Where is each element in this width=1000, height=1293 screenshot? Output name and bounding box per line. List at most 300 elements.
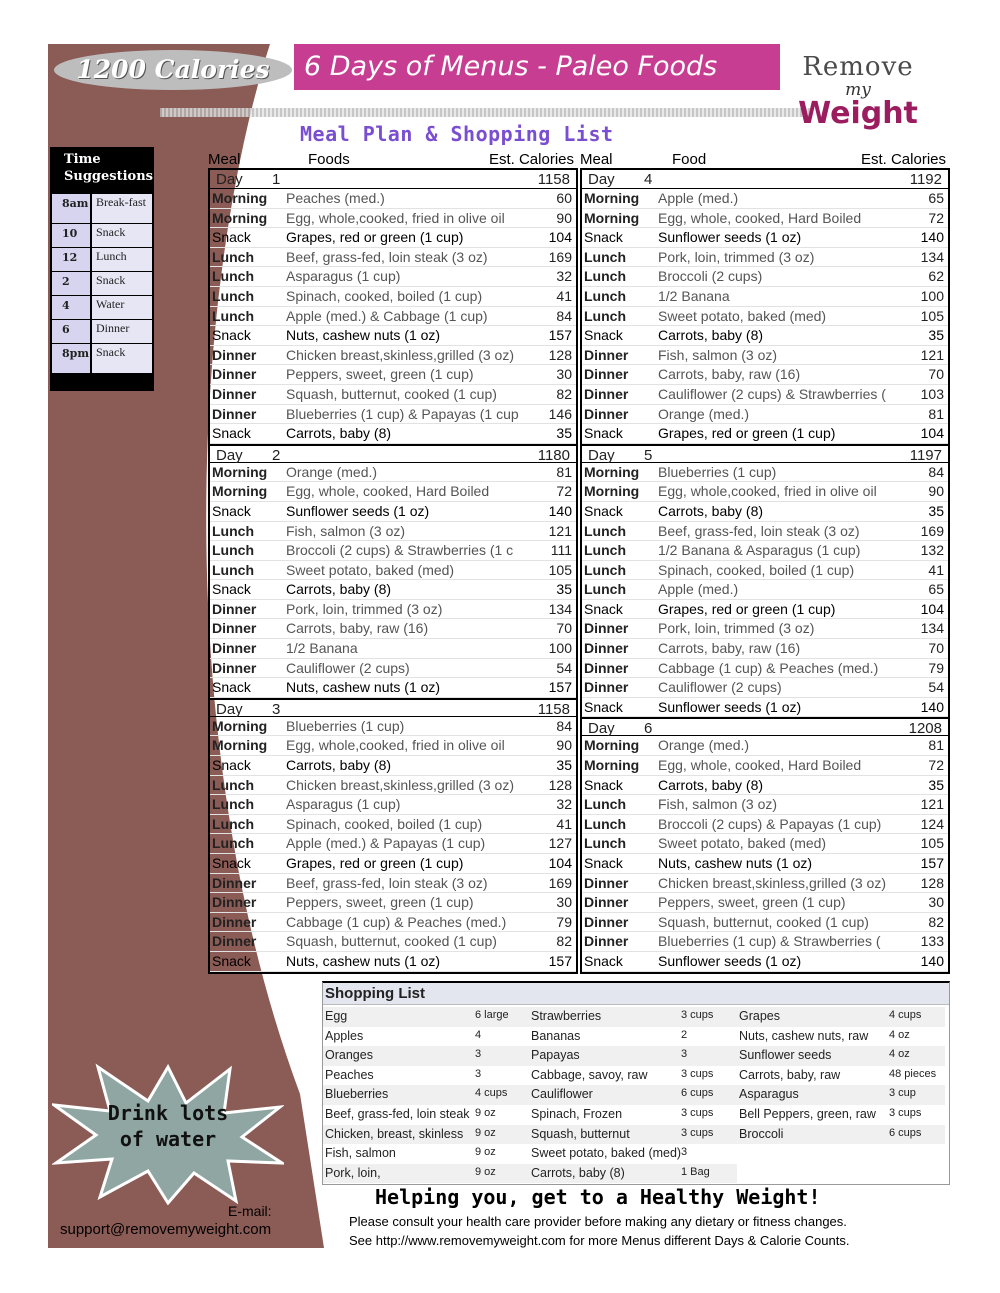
meal-calories: 127 — [548, 835, 572, 852]
meal-time: Dinner — [212, 385, 257, 402]
meal-row — [582, 834, 948, 854]
shopping-item-qty: 9 oz — [475, 1165, 496, 1178]
meal-food: Cauliflower (2 cups) — [658, 679, 782, 696]
meal-calories: 121 — [548, 522, 572, 539]
shopping-item-qty: 9 oz — [475, 1146, 496, 1159]
meal-food: Spinach, cooked, boiled (1 cup) — [286, 287, 483, 304]
meal-time: Lunch — [212, 287, 254, 304]
meal-time: Lunch — [584, 835, 626, 852]
meal-food: Nuts, cashew nuts (1 oz) — [658, 855, 813, 871]
shopping-item-qty: 3 — [475, 1067, 482, 1080]
header-divider — [160, 108, 810, 117]
meal-food: 1/2 Banana & Asparagus (1 cup) — [658, 542, 861, 559]
meal-food: Carrots, baby, raw (16) — [286, 620, 429, 637]
time-suggestions-box — [50, 147, 154, 391]
meal-time: Dinner — [212, 913, 257, 930]
meal-food: Cauliflower (2 cups) — [286, 659, 410, 676]
meal-food: Pork, loin, trimmed (3 oz) — [658, 620, 815, 637]
shopping-item — [323, 1007, 531, 1027]
meal-time: Dinner — [584, 679, 629, 696]
meal-time: Lunch — [212, 307, 254, 324]
meal-row — [210, 678, 576, 698]
meal-food: Orange (med.) — [658, 737, 750, 754]
shopping-item-name: Strawberries — [531, 1009, 602, 1023]
column-header — [208, 150, 578, 168]
meal-row — [582, 346, 948, 366]
meal-food: Squash, butternut, cooked (1 cup) — [286, 385, 497, 402]
meal-time: Lunch — [212, 796, 254, 813]
shopping-item-name: Papayas — [531, 1048, 580, 1063]
time-label: 8pm — [52, 344, 92, 373]
meal-calories: 121 — [920, 346, 944, 363]
meal-food: Cauliflower (2 cups) & Strawberries ( — [658, 385, 886, 402]
meal-time: Lunch — [212, 835, 254, 852]
meal-row — [210, 405, 576, 425]
meal-time: Morning — [212, 483, 268, 500]
meal-row — [210, 326, 576, 346]
shopping-item-qty: 9 oz — [475, 1126, 496, 1139]
meal-food: Chicken breast,skinless,grilled (3 oz) — [658, 874, 886, 891]
meal-calories: 35 — [556, 581, 572, 598]
meal-time: Lunch — [584, 268, 626, 285]
meal-food: Egg, whole,cooked, fried in olive oil — [658, 483, 877, 500]
meal-calories: 140 — [920, 952, 944, 969]
meal-food: Apple (med.) — [658, 190, 739, 206]
meal-calories: 72 — [928, 757, 944, 774]
meal-row — [210, 541, 576, 561]
time-row — [52, 247, 152, 271]
meal-food: Chicken breast,skinless,grilled (3 oz) — [286, 776, 514, 793]
shopping-item-name: Bell Peppers, green, raw — [739, 1106, 876, 1121]
meal-calories: 104 — [920, 600, 944, 617]
shopping-list-title: Shopping List — [323, 983, 949, 1005]
meal-row — [582, 502, 948, 522]
footer-tagline: Helping you, get to a Healthy Weight! — [375, 1185, 821, 1209]
meal-food: Grapes, red or green (1 cup) — [658, 425, 836, 442]
meal-row — [210, 424, 576, 444]
meal-row — [582, 678, 948, 698]
time-meal: Snack — [92, 344, 152, 373]
meal-time: Snack — [212, 952, 251, 969]
meal-calories: 70 — [556, 620, 572, 637]
meal-food: Blueberries (1 cup) — [658, 463, 777, 480]
meal-calories: 128 — [920, 874, 944, 891]
meal-food: Egg, whole, cooked, Hard Boiled — [286, 483, 490, 500]
meal-time: Dinner — [584, 659, 629, 676]
meal-calories: 35 — [556, 757, 572, 774]
meal-time: Dinner — [212, 933, 257, 950]
meal-time: Snack — [584, 327, 623, 344]
meal-food: Beef, grass-fed, loin steak (3 oz) — [658, 522, 860, 539]
meal-row — [210, 913, 576, 933]
meal-calories: 79 — [928, 659, 944, 676]
meal-food: Carrots, baby, raw (16) — [658, 640, 801, 657]
shopping-item — [737, 1085, 945, 1105]
meal-food: Beef, grass-fed, loin steak (3 oz) — [286, 248, 488, 265]
meal-time: Lunch — [212, 248, 254, 265]
meal-calories: 81 — [928, 405, 944, 422]
meal-calories: 104 — [548, 229, 572, 246]
meal-time: Snack — [584, 952, 623, 969]
meal-time: Lunch — [584, 287, 626, 304]
meal-time: Lunch — [212, 542, 254, 559]
time-label: 8am — [52, 194, 92, 223]
shopping-item — [323, 1085, 531, 1105]
meal-row — [210, 736, 576, 756]
calories-badge: 1200 Calories — [54, 50, 292, 90]
shopping-item-name: Apples — [325, 1028, 364, 1043]
meal-time: Dinner — [584, 894, 629, 911]
meal-row — [210, 795, 576, 815]
column-header-calories: Est. Calories — [488, 151, 574, 168]
meal-calories: 81 — [556, 463, 572, 480]
meal-food: Beef, grass-fed, loin steak (3 oz) — [286, 874, 488, 891]
meal-calories: 104 — [920, 425, 944, 442]
shopping-item-name: Cabbage, savoy, raw — [531, 1067, 648, 1082]
meal-time: Dinner — [212, 366, 257, 383]
meal-calories: 82 — [556, 933, 572, 950]
shopping-item — [529, 1164, 737, 1184]
time-label: 10 — [52, 224, 92, 247]
menu-column-right — [580, 150, 950, 974]
meal-calories: 60 — [556, 190, 572, 206]
meal-calories: 81 — [928, 737, 944, 754]
meal-row — [582, 482, 948, 502]
meal-row — [582, 639, 948, 659]
time-label: 12 — [52, 248, 92, 271]
shopping-item-name: Spinach, Frozen — [531, 1106, 623, 1121]
shopping-item-qty: 9 oz — [475, 1106, 496, 1119]
meal-row — [210, 932, 576, 952]
time-label: 4 — [52, 296, 92, 319]
logo-line-weight: Weight — [798, 96, 918, 131]
page-title: 6 Days of Menus - Paleo Foods — [294, 44, 780, 90]
meal-row — [582, 522, 948, 542]
time-meal: Snack — [92, 272, 152, 295]
shopping-item — [529, 1125, 737, 1145]
meal-calories: 157 — [548, 327, 572, 344]
meal-food: Carrots, baby (8) — [658, 776, 764, 793]
meal-food: Blueberries (1 cup) & Strawberries ( — [658, 933, 881, 950]
meal-row — [210, 815, 576, 835]
shopping-item-qty: 1 Bag — [681, 1165, 710, 1178]
meal-row — [582, 854, 948, 874]
meal-calories: 100 — [548, 640, 572, 657]
meal-calories: 65 — [928, 581, 944, 598]
meal-row — [210, 776, 576, 796]
meal-food: Egg, whole, cooked, Hard Boiled — [658, 209, 862, 226]
meal-time: Snack — [212, 679, 251, 696]
meal-calories: 100 — [920, 287, 944, 304]
meal-food: Peppers, sweet, green (1 cup) — [658, 894, 846, 911]
meal-time: Snack — [584, 855, 623, 871]
time-row — [52, 193, 152, 223]
meal-calories: 146 — [548, 405, 572, 422]
meal-row — [210, 580, 576, 600]
shopping-item-name: Asparagus — [739, 1087, 799, 1102]
shopping-item — [737, 1066, 945, 1086]
meal-time: Morning — [584, 463, 640, 480]
shopping-item-name: Grapes — [739, 1009, 780, 1023]
meal-calories: 111 — [550, 542, 572, 559]
meal-food: Broccoli (2 cups) & Strawberries (1 c — [286, 542, 514, 559]
shopping-item-name: Egg — [325, 1009, 348, 1023]
meal-calories: 72 — [928, 209, 944, 226]
meal-row — [210, 834, 576, 854]
day-total-calories: 1180 — [537, 446, 570, 464]
meal-calories: 128 — [548, 346, 572, 363]
meal-time: Lunch — [584, 248, 626, 265]
meal-time: Lunch — [584, 581, 626, 598]
shopping-item — [323, 1066, 531, 1086]
shopping-item-qty: 3 cups — [681, 1067, 714, 1080]
footer-website-note[interactable]: See http://www.removemyweight.com for more Menus different Days & Calorie Counts. — [349, 1233, 850, 1248]
meal-time: Dinner — [212, 620, 257, 637]
meal-calories: 134 — [548, 600, 572, 617]
meal-time: Dinner — [584, 913, 629, 930]
meal-row — [582, 561, 948, 581]
meal-calories: 41 — [556, 815, 572, 832]
meal-food: Asparagus (1 cup) — [286, 268, 401, 285]
meal-time: Dinner — [584, 385, 629, 402]
meal-time: Snack — [212, 425, 251, 442]
meal-food: Peppers, sweet, green (1 cup) — [286, 894, 474, 911]
time-suggestions-title: Time Suggestions — [64, 152, 153, 184]
meal-calories: 79 — [556, 913, 572, 930]
meal-row — [210, 365, 576, 385]
meal-time: Lunch — [212, 776, 254, 793]
shopping-item-name: Broccoli — [739, 1126, 784, 1141]
meal-food: Carrots, baby (8) — [658, 502, 764, 519]
shopping-item-qty: 6 cups — [681, 1087, 714, 1100]
meal-calories: 121 — [920, 796, 944, 813]
meal-time: Dinner — [212, 600, 257, 617]
shopping-item-qty: 4 oz — [889, 1028, 910, 1041]
meal-time: Snack — [584, 776, 623, 793]
email-link[interactable]: support@removemyweight.com — [60, 1221, 272, 1238]
shopping-item — [323, 1125, 531, 1145]
meal-row — [210, 639, 576, 659]
shopping-item — [737, 1027, 945, 1047]
day-label: Day — [216, 171, 243, 188]
meal-time: Morning — [212, 463, 268, 480]
shopping-list-column — [323, 1007, 531, 1183]
shopping-list-column — [737, 1007, 945, 1144]
meal-row — [210, 502, 576, 522]
meal-row — [210, 600, 576, 620]
shopping-item-qty: 6 cups — [889, 1126, 922, 1139]
time-meal: Lunch — [92, 248, 152, 271]
meal-food: Egg, whole,cooked, fried in olive oil — [286, 737, 505, 754]
shopping-item-qty: 2 — [681, 1028, 688, 1041]
meal-food: Pork, loin, trimmed (3 oz) — [286, 600, 443, 617]
day-header — [210, 698, 576, 717]
day-number: 4 — [644, 171, 653, 188]
day-label: Day — [588, 446, 615, 464]
meal-calories: 35 — [928, 327, 944, 344]
shopping-list — [322, 981, 950, 1185]
meal-row — [210, 346, 576, 366]
meal-calories: 105 — [920, 307, 944, 324]
meal-row — [582, 463, 948, 483]
meal-row — [582, 893, 948, 913]
meal-food: Sweet potato, baked (med) — [286, 561, 455, 578]
meal-calories: 140 — [920, 698, 944, 715]
meal-calories: 35 — [928, 776, 944, 793]
meal-calories: 72 — [556, 483, 572, 500]
meal-time: Snack — [212, 581, 251, 598]
shopping-item-qty: 48 pieces — [889, 1067, 937, 1080]
shopping-item — [737, 1007, 945, 1027]
meal-calories: 124 — [920, 815, 944, 832]
meal-food: Squash, butternut, cooked (1 cup) — [658, 913, 869, 930]
meal-food: 1/2 Banana — [286, 640, 358, 657]
shopping-item — [529, 1144, 737, 1164]
meal-food: Egg, whole,cooked, fried in olive oil — [286, 209, 505, 226]
meal-time: Snack — [212, 327, 251, 344]
meal-food: 1/2 Banana — [658, 287, 730, 304]
shopping-item-name: Squash, butternut — [531, 1126, 630, 1141]
meal-calories: 128 — [548, 776, 572, 793]
shopping-item-qty: 3 — [681, 1048, 688, 1061]
meal-food: Carrots, baby (8) — [286, 425, 392, 442]
meal-time: Snack — [212, 229, 251, 246]
meal-calories: 54 — [928, 679, 944, 696]
logo-line-remove: Remove — [802, 52, 914, 82]
time-row — [52, 295, 152, 319]
meal-time: Snack — [584, 502, 623, 519]
meal-food: Sweet potato, baked (med) — [658, 835, 827, 852]
menu-column-left — [208, 150, 578, 974]
water-callout — [52, 1100, 284, 1152]
day-total-calories: 1208 — [908, 720, 942, 738]
meal-food: Blueberries (1 cup) & Papayas (1 cup — [286, 405, 519, 422]
time-row — [52, 343, 152, 373]
meal-calories: 133 — [920, 933, 944, 950]
meal-calories: 157 — [548, 679, 572, 696]
time-meal: Snack — [92, 224, 152, 247]
shopping-item-name: Sunflower seeds — [739, 1048, 832, 1063]
meal-time: Snack — [584, 425, 623, 442]
day-number: 1 — [272, 171, 281, 188]
meal-calories: 70 — [928, 366, 944, 383]
time-meal: Water — [92, 296, 152, 319]
day-group — [208, 168, 578, 974]
meal-row — [210, 952, 576, 972]
meal-food: Sweet potato, baked (med) — [658, 307, 827, 324]
meal-row — [210, 522, 576, 542]
meal-calories: 157 — [920, 855, 944, 871]
meal-time: Dinner — [212, 894, 257, 911]
shopping-item-qty: 3 cups — [889, 1106, 922, 1119]
meal-food: Nuts, cashew nuts (1 oz) — [286, 327, 441, 344]
meal-row — [582, 365, 948, 385]
meal-time: Morning — [212, 209, 268, 226]
time-row — [52, 223, 152, 247]
meal-row — [582, 267, 948, 287]
meal-row — [210, 619, 576, 639]
meal-time: Snack — [212, 502, 251, 519]
meal-time: Dinner — [212, 346, 257, 363]
shopping-item — [323, 1105, 531, 1125]
meal-food: Fish, salmon (3 oz) — [658, 346, 778, 363]
meal-food: Grapes, red or green (1 cup) — [658, 600, 836, 617]
meal-calories: 134 — [920, 248, 944, 265]
meal-time: Morning — [212, 190, 268, 206]
meal-row — [582, 248, 948, 268]
meal-time: Dinner — [584, 405, 629, 422]
shopping-item-qty: 3 cups — [681, 1009, 714, 1021]
shopping-item-name: Nuts, cashew nuts, raw — [739, 1028, 869, 1043]
meal-time: Morning — [584, 737, 640, 754]
meal-calories: 30 — [556, 894, 572, 911]
meal-time: Lunch — [212, 522, 254, 539]
meal-row — [210, 874, 576, 894]
footer-disclaimer: Please consult your health care provider before making any dietary or fitness changes. — [349, 1214, 847, 1229]
meal-calories: 84 — [928, 463, 944, 480]
meal-food: Asparagus (1 cup) — [286, 796, 401, 813]
shopping-item-name: Pork, loin, — [325, 1165, 381, 1180]
meal-food: Sunflower seeds (1 oz) — [658, 698, 802, 715]
meal-time: Snack — [212, 757, 251, 774]
meal-food: Broccoli (2 cups) — [658, 268, 763, 285]
meal-calories: 54 — [556, 659, 572, 676]
meal-calories: 82 — [556, 385, 572, 402]
meal-food: Fish, salmon (3 oz) — [286, 522, 406, 539]
meal-calories: 157 — [548, 952, 572, 969]
meal-row — [210, 248, 576, 268]
meal-food: Peppers, sweet, green (1 cup) — [286, 366, 474, 383]
day-total-calories: 1192 — [909, 171, 942, 188]
day-label: Day — [588, 171, 615, 188]
meal-calories: 30 — [556, 366, 572, 383]
column-header-meal: Meal — [580, 151, 613, 168]
day-number: 5 — [644, 446, 653, 464]
day-number: 6 — [644, 720, 653, 738]
meal-time: Dinner — [212, 405, 257, 422]
meal-calories: 105 — [548, 561, 572, 578]
meal-food: Carrots, baby (8) — [286, 757, 392, 774]
meal-row — [582, 580, 948, 600]
shopping-item-qty: 4 cups — [889, 1009, 922, 1021]
shopping-item-qty: 3 — [475, 1048, 482, 1061]
meal-row — [210, 228, 576, 248]
shopping-item — [323, 1027, 531, 1047]
shopping-item — [737, 1125, 945, 1145]
shopping-item-qty: 3 cups — [681, 1126, 714, 1139]
meal-food: Orange (med.) — [286, 463, 378, 480]
meal-food: Apple (med.) & Cabbage (1 cup) — [286, 307, 488, 324]
water-callout-line2: of water — [119, 1127, 217, 1151]
time-meal: Dinner — [92, 320, 152, 343]
meal-time: Lunch — [584, 522, 626, 539]
meal-row — [582, 932, 948, 952]
meal-time: Dinner — [212, 659, 257, 676]
shopping-item-name: Peaches — [325, 1067, 374, 1082]
shopping-item-name: Cauliflower — [531, 1087, 593, 1102]
meal-time: Morning — [584, 209, 640, 226]
meal-time: Morning — [212, 737, 268, 754]
meal-food: Grapes, red or green (1 cup) — [286, 229, 464, 246]
day-label: Day — [216, 700, 243, 718]
shopping-item-qty: 4 cups — [475, 1087, 508, 1100]
day-header — [210, 170, 576, 189]
day-label: Day — [588, 720, 615, 738]
shopping-item — [737, 1046, 945, 1066]
meal-food: Nuts, cashew nuts (1 oz) — [286, 679, 441, 696]
meal-row — [582, 228, 948, 248]
day-header — [582, 717, 948, 736]
